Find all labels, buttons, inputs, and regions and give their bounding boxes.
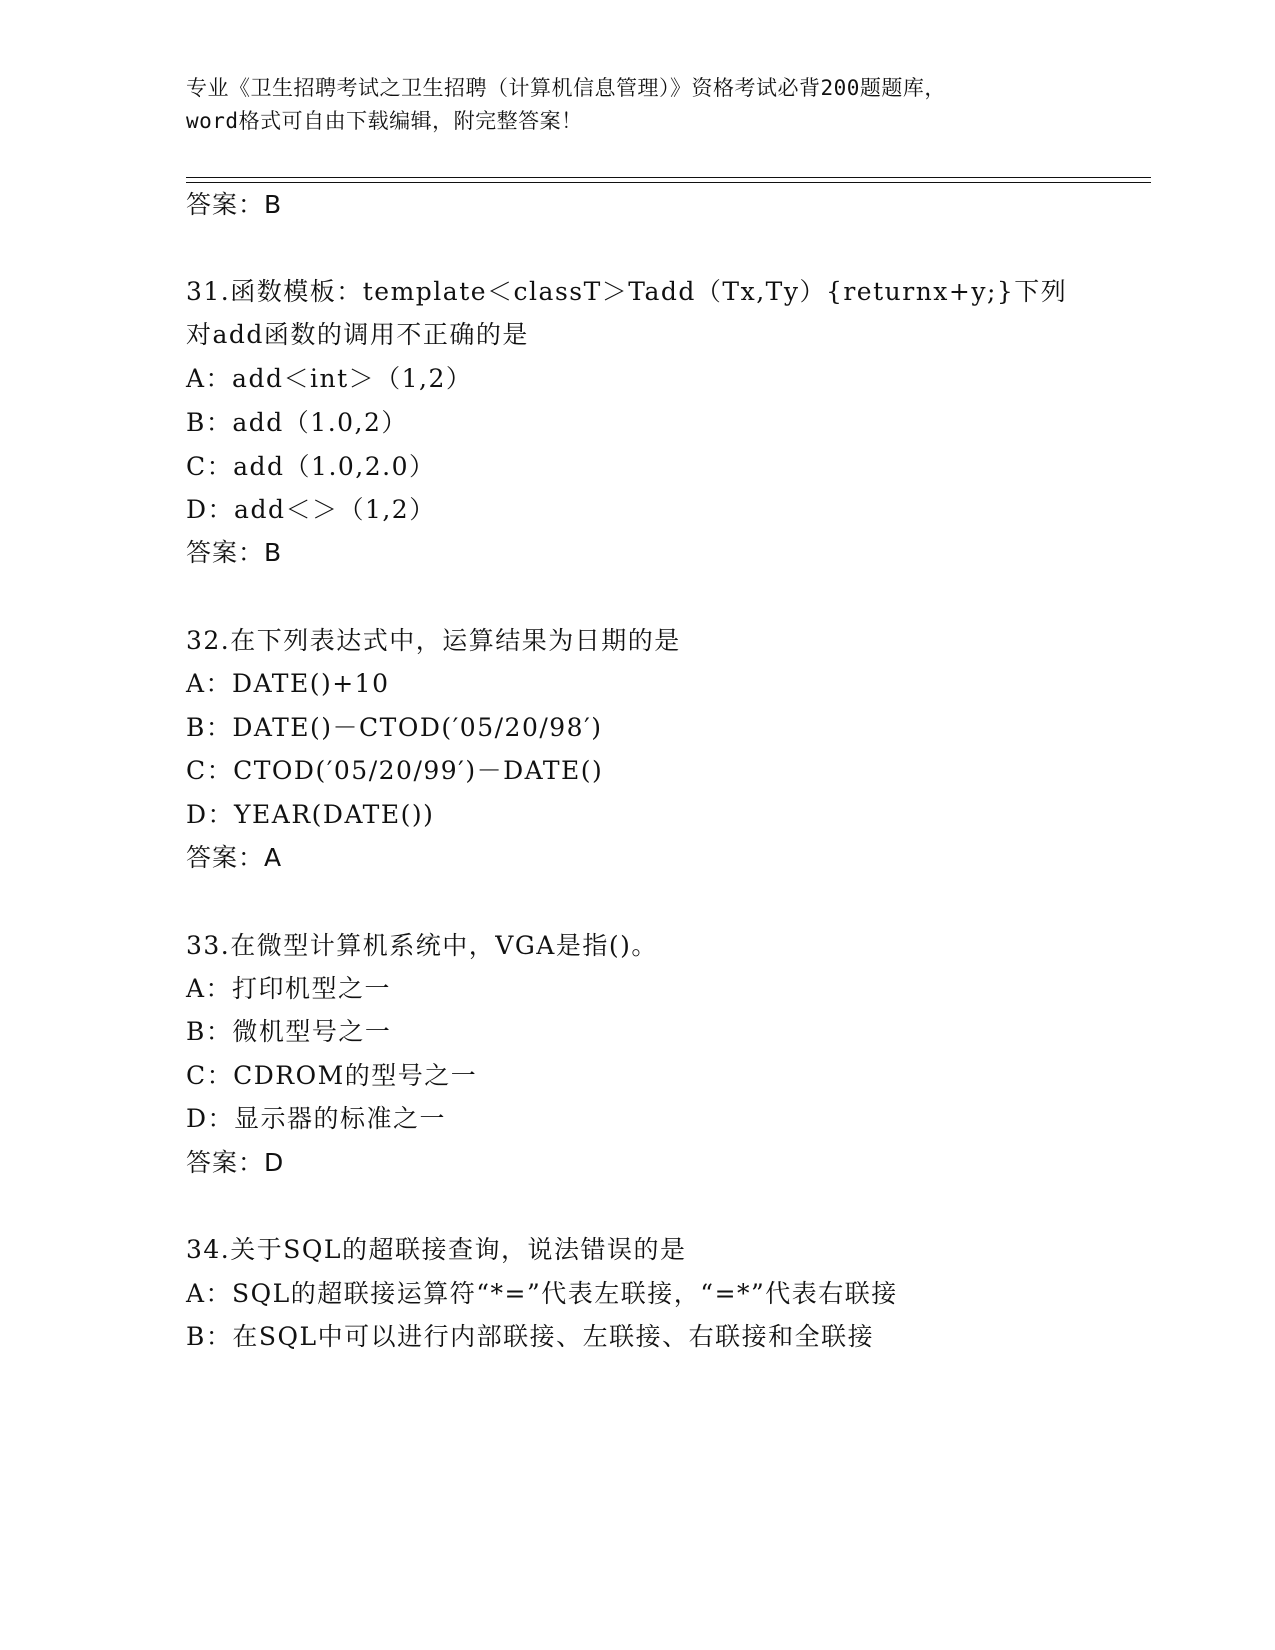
question-32-option-b: B：DATE()－CTOD(′05/20/98′) [186, 713, 603, 742]
answer-q30: 答案：B [186, 190, 283, 219]
header-title-line-2: word格式可自由下载编辑，附完整答案！ [186, 109, 583, 133]
question-33-stem: 33.在微型计算机系统中，VGA是指()。 [186, 931, 658, 960]
question-32-option-d: D：YEAR(DATE()) [186, 800, 435, 829]
question-31-option-b: B：add（1.0,2） [186, 408, 408, 437]
question-32-option-a: A：DATE()+10 [186, 669, 390, 698]
question-32-stem: 32.在下列表达式中，运算结果为日期的是 [186, 626, 681, 655]
question-31-stem-line-1: 31.函数模板：template＜classT＞Tadd（Tx,Ty）{returnx+y;}下列 [186, 277, 1068, 306]
question-34-option-b: B：在SQL中可以进行内部联接、左联接、右联接和全联接 [186, 1322, 875, 1351]
answer-q33: 答案：D [186, 1148, 285, 1177]
question-33-option-d: D：显示器的标准之一 [186, 1104, 447, 1133]
question-31-option-c: C：add（1.0,2.0） [186, 452, 436, 481]
question-34-option-a: A：SQL的超联接运算符“*=”代表左联接，“=*”代表右联接 [186, 1279, 898, 1308]
document-header [186, 72, 1086, 138]
question-31-stem-line-2: 对add函数的调用不正确的是 [186, 320, 529, 349]
question-33-option-a: A：打印机型之一 [186, 974, 392, 1003]
header-divider-bottom [186, 182, 1151, 183]
question-33-option-b: B：微机型号之一 [186, 1017, 392, 1046]
question-33-option-c: C：CDROM的型号之一 [186, 1061, 478, 1090]
answer-q31: 答案：B [186, 538, 283, 567]
answer-q32: 答案：A [186, 843, 283, 872]
question-34-stem: 34.关于SQL的超联接查询，说法错误的是 [186, 1235, 687, 1264]
header-title-line-1: 专业《卫生招聘考试之卫生招聘（计算机信息管理）》资格考试必背200题题库， [186, 76, 946, 100]
header-divider-top [186, 177, 1151, 178]
question-32-option-c: C：CTOD(′05/20/99′)－DATE() [186, 756, 604, 785]
question-31-option-d: D：add＜＞（1,2） [186, 495, 436, 524]
question-31-option-a: A：add＜int＞（1,2） [186, 364, 473, 393]
